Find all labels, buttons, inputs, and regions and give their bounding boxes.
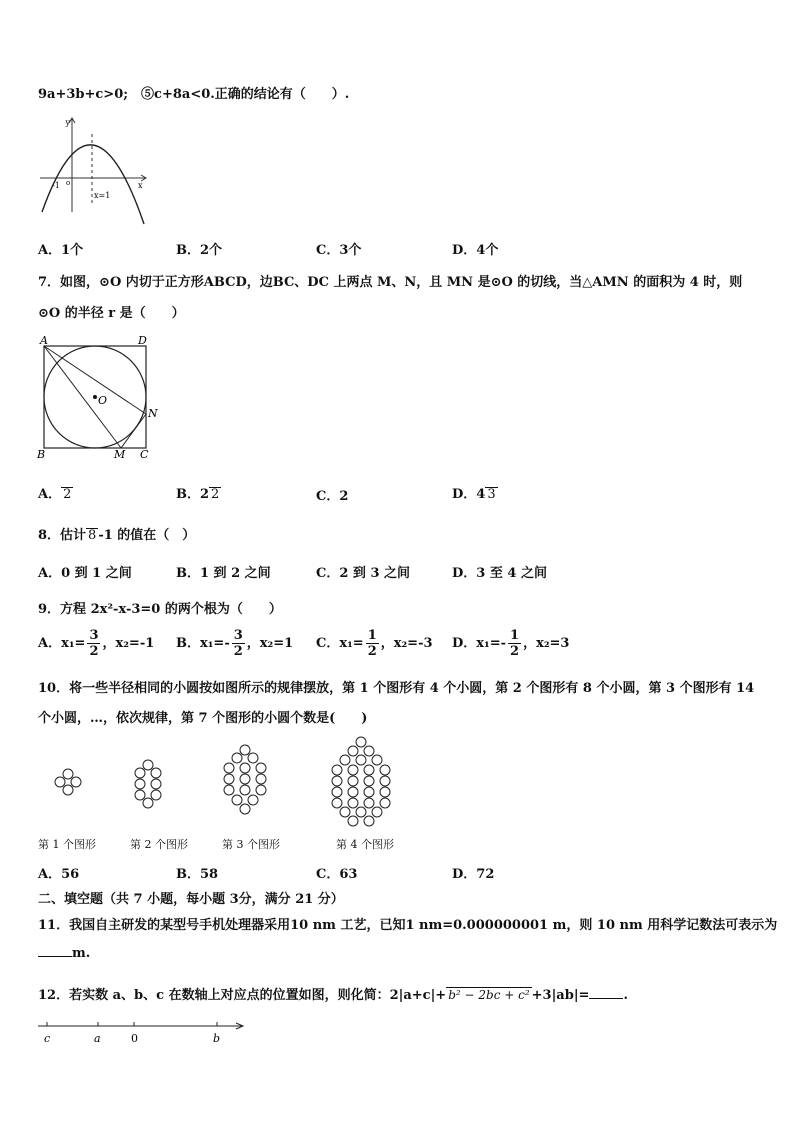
answer-blank[interactable] (38, 956, 72, 957)
q6-option-d: D．4个 (452, 243, 499, 258)
q8-option-b: B．1 到 2 之间 (176, 566, 271, 581)
q10-option-a: A．56 (38, 867, 80, 882)
q9-option-d: D．x₁=- $\frac{1}{2}$ ，x₂=3 (452, 628, 570, 659)
q6-neg1-label: -1 (52, 181, 60, 190)
q10-line1: 10．将一些半径相同的小圆按如图所示的规律摆放，第 1 个图形有 4 个小圆，第 2 个图形有 8 个小圆，第 3 个图形有 14 (38, 681, 755, 696)
q10-line2: 个小圆，…，依次规律，第 7 个图形的小圆个数是( ) (38, 711, 368, 726)
label-c: C (140, 448, 149, 461)
q8-option-d: D．3 至 4 之间 (452, 566, 547, 581)
axis-label-a: a (94, 1032, 101, 1045)
sqrt-8: 8 (88, 528, 97, 543)
axis-label-c: c (44, 1032, 51, 1045)
q7-circle-square-figure (34, 332, 164, 464)
axis-label-0: 0 (131, 1032, 138, 1045)
q7-option-b: B．2 2 (176, 487, 220, 502)
q6-x-label: x (138, 181, 143, 190)
q10-circle-patterns (30, 735, 410, 830)
q7-option-c: C．2 (316, 489, 349, 504)
q6-origin-label: o (66, 179, 71, 187)
caption-fig2: 第 2 个图形 (130, 838, 188, 851)
q9-option-b: B．x₁=- $\frac{3}{2}$ ，x₂=1 (176, 628, 294, 659)
q9-stem: 9．方程 2x²-x-3=0 的两个根为（ ） (38, 602, 282, 617)
caption-fig4: 第 4 个图形 (336, 838, 394, 851)
q6-y-label: y (65, 118, 70, 127)
q6-line: 9a+3b+c>0; ⑤c+8a<0.正确的结论有（ ）. (38, 87, 350, 102)
q6-x1-label: x=1 (94, 191, 111, 200)
q7-line1: 7．如图，⊙O 内切于正方形ABCD，边BC、DC 上两点 M、N，且 MN 是⊙O 的切线，当△AMN 的面积为 4 时，则 (38, 275, 743, 290)
label-a: A (40, 334, 48, 347)
caption-fig3: 第 3 个图形 (222, 838, 280, 851)
section-heading: 二、填空题（共 7 小题，每小题 3分，满分 21 分） (38, 892, 344, 907)
q10-option-d: D．72 (452, 867, 495, 882)
q8-option-c: C．2 到 3 之间 (316, 566, 411, 581)
q8-option-a: A．0 到 1 之间 (38, 566, 132, 581)
q9-option-c: C．x₁= $\frac{1}{2}$ ，x₂=-3 (316, 628, 433, 659)
q11-line2: m. (38, 946, 90, 961)
q7-option-d: D．4 3 (452, 487, 496, 502)
q7-line2: ⊙O 的半径 r 是（ ） (38, 306, 185, 321)
q10-option-b: B．58 (176, 867, 219, 882)
q8-stem: 8．估计 8 -1 的值在（ ） (38, 528, 196, 543)
q11-line1: 11．我国自主研发的某型号手机处理器采用10 nm 工艺，已知1 nm=0.000000001 m，则 10 nm 用科学记数法可表示为 (38, 918, 778, 933)
sqrt-2-b: 2 (211, 487, 220, 502)
label-o: O (98, 394, 108, 407)
axis-label-b: b (213, 1032, 221, 1045)
sqrt-expression: b² − 2bc + c² (448, 988, 530, 1002)
q12-number-line (36, 1018, 250, 1048)
caption-fig1: 第 1 个图形 (38, 838, 96, 851)
q6-parabola-figure (36, 112, 156, 227)
q6-option-c: C．3个 (316, 243, 362, 258)
sqrt-2-a: 2 (63, 487, 72, 502)
q9-option-a: A．x₁= $\frac{3}{2}$ ，x₂=-1 (38, 628, 155, 659)
q7-option-a: A． 2 (38, 487, 72, 502)
answer-blank[interactable] (589, 998, 623, 999)
label-b: B (37, 448, 46, 461)
label-d: D (138, 334, 147, 347)
sqrt-3-d: 3 (487, 487, 496, 502)
q10-option-c: C．63 (316, 867, 358, 882)
q6-option-a: A．1个 (38, 243, 84, 258)
q6-option-b: B．2个 (176, 243, 223, 258)
label-m: M (114, 448, 126, 461)
label-n: N (148, 407, 158, 420)
q12-stem: 12．若实数 a、b、c 在数轴上对应点的位置如图，则化简：2|a+c|+ b² − 2bc + c² +3|ab|= . (38, 988, 628, 1003)
